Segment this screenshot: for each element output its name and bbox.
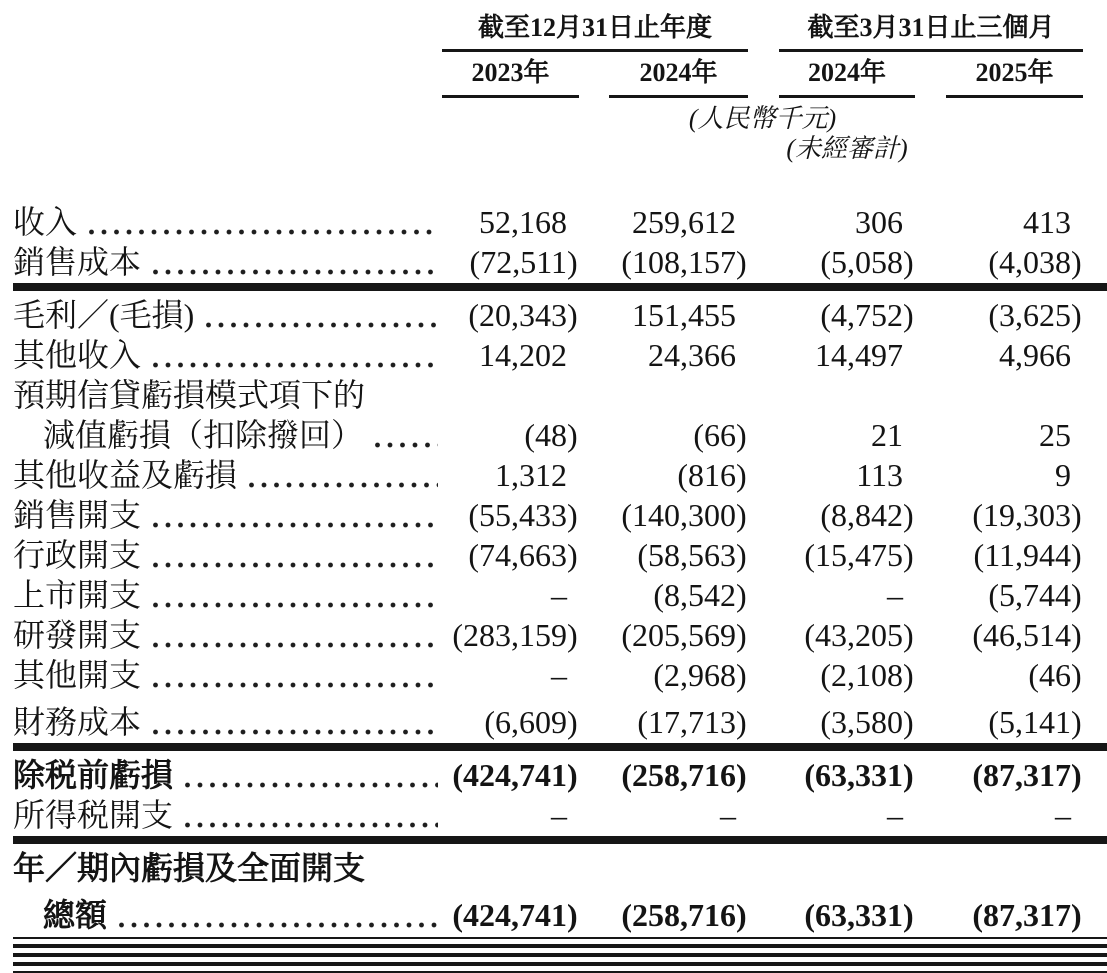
table-row	[13, 535, 1107, 575]
paren-overhang: )	[736, 657, 747, 693]
dot-leader	[249, 482, 438, 488]
table-cell: –	[887, 577, 903, 613]
row-label-cell	[13, 655, 442, 695]
row-label: 所得税開支	[13, 797, 174, 833]
dot-leader	[153, 269, 438, 275]
row-label-cell	[13, 575, 442, 615]
row-label-cell	[13, 895, 442, 935]
column-header-2025-q1: 2025年	[946, 59, 1083, 98]
table-cell: (15,475)	[804, 537, 914, 573]
table-row	[13, 575, 1107, 615]
row-label-cell	[13, 335, 442, 375]
table-cell: (5,744)	[988, 577, 1082, 613]
table-cell: (5,058)	[820, 244, 914, 280]
table-row	[13, 795, 1107, 835]
row-label-cell	[13, 375, 442, 415]
row-label-cell	[13, 795, 442, 835]
table-cell: (205,569)	[621, 617, 747, 653]
table-cell: 1,312	[495, 457, 567, 493]
dot-leader	[153, 362, 438, 368]
dot-leader	[185, 822, 438, 828]
dot-leader	[89, 229, 438, 235]
table-cell	[609, 375, 748, 415]
table-cell: (3,625)	[988, 297, 1082, 333]
table-cell: (8,542)	[653, 577, 747, 613]
table-cell: (19,303)	[972, 497, 1082, 533]
row-label: 研發開支	[13, 617, 142, 653]
paren-overhang: )	[736, 757, 747, 793]
table-row	[13, 295, 1107, 335]
row-label-cell	[13, 295, 442, 335]
row-label-cell	[13, 415, 442, 455]
row-label: 銷售成本	[13, 244, 142, 280]
table-cell: 52,168	[479, 204, 567, 240]
table-cell: (55,433)	[468, 497, 578, 533]
row-label-cell	[13, 848, 442, 888]
table-cell	[609, 848, 748, 888]
row-label: 行政開支	[13, 537, 142, 573]
paren-overhang: )	[736, 417, 747, 453]
paren-overhang: )	[736, 457, 747, 493]
table-cell: (424,741)	[452, 757, 578, 793]
table-cell: 9	[1055, 457, 1071, 493]
table-row	[13, 242, 1107, 282]
unit-note-row	[13, 98, 1107, 134]
paren-overhang: )	[736, 704, 747, 740]
paren-overhang: )	[903, 757, 914, 793]
table-cell	[946, 848, 1083, 888]
paren-overhang: )	[903, 297, 914, 333]
table-cell: (66)	[693, 417, 747, 453]
paren-overhang: )	[903, 617, 914, 653]
row-label: 除税前虧損	[13, 757, 174, 793]
paren-overhang: )	[567, 537, 578, 573]
table-cell	[442, 375, 579, 415]
table-cell: (5,141)	[988, 704, 1082, 740]
table-row	[13, 702, 1107, 742]
dot-leader	[153, 682, 438, 688]
header-year-row	[13, 59, 1107, 98]
table-row	[13, 655, 1107, 695]
paren-overhang: )	[567, 297, 578, 333]
table-cell: –	[887, 797, 903, 833]
table-cell: (72,511)	[469, 244, 578, 280]
row-label-cell	[13, 755, 442, 795]
dot-leader	[119, 922, 438, 928]
table-cell	[442, 848, 579, 888]
column-header-2023: 2023年	[442, 59, 579, 98]
unaudited-note-row	[13, 134, 1107, 164]
currency-unit-note: (人民幣千元)	[688, 104, 837, 133]
dot-leader	[153, 602, 438, 608]
table-cell	[946, 375, 1083, 415]
table-row	[13, 615, 1107, 655]
rule-row	[13, 283, 1107, 291]
row-label-cell	[13, 535, 442, 575]
table-cell: (2,108)	[820, 657, 914, 693]
paren-overhang: )	[903, 537, 914, 573]
table-row	[13, 755, 1107, 795]
paren-overhang: )	[567, 704, 578, 740]
table-cell: (6,609)	[484, 704, 578, 740]
row-label-cell	[13, 455, 442, 495]
table-cell: 151,455	[632, 297, 736, 333]
row-label: 其他收益及虧損	[13, 457, 238, 493]
column-rule	[13, 964, 1107, 973]
row-label: 上市開支	[13, 577, 142, 613]
rule-row	[13, 937, 1107, 973]
paren-overhang: )	[736, 617, 747, 653]
paren-overhang: )	[736, 897, 747, 933]
row-label-cell	[13, 495, 442, 535]
table-row	[13, 335, 1107, 375]
paren-overhang: )	[1071, 897, 1082, 933]
table-body	[13, 202, 1107, 973]
paren-overhang: )	[1071, 617, 1082, 653]
table-cell: (258,716)	[621, 897, 747, 933]
table-cell: (58,563)	[637, 537, 747, 573]
dot-leader	[153, 562, 438, 568]
table-row	[13, 895, 1107, 935]
table-cell: 259,612	[632, 204, 736, 240]
table-row	[13, 455, 1107, 495]
table-cell: 24,366	[648, 337, 736, 373]
header-group-row	[13, 12, 1107, 52]
table-cell: 413	[1023, 204, 1071, 240]
paren-overhang: )	[1071, 757, 1082, 793]
table-cell: (74,663)	[468, 537, 578, 573]
table-cell: (87,317)	[972, 897, 1082, 933]
table-cell: –	[720, 797, 736, 833]
table-cell: (43,205)	[804, 617, 914, 653]
table-cell: –	[551, 657, 567, 693]
table-cell: 4,966	[999, 337, 1071, 373]
paren-overhang: )	[567, 897, 578, 933]
paren-overhang: )	[567, 617, 578, 653]
header-group-year-ended-dec31: 截至12月31日止年度	[442, 12, 748, 52]
table-cell: (4,038)	[988, 244, 1082, 280]
row-label: 財務成本	[13, 704, 142, 740]
paren-overhang: )	[1071, 537, 1082, 573]
table-cell: (140,300)	[621, 497, 747, 533]
paren-overhang: )	[736, 577, 747, 613]
table-cell	[779, 848, 915, 888]
paren-overhang: )	[1071, 497, 1082, 533]
column-rule	[13, 289, 1107, 291]
table-cell: (424,741)	[452, 897, 578, 933]
paren-overhang: )	[903, 497, 914, 533]
column-header-2024-fy: 2024年	[609, 59, 748, 98]
row-label-cell	[13, 615, 442, 655]
table-cell	[779, 375, 915, 415]
table-cell: 306	[855, 204, 903, 240]
paren-overhang: )	[1071, 657, 1082, 693]
table-cell: (3,580)	[820, 704, 914, 740]
table-cell: (8,842)	[820, 497, 914, 533]
table-row	[13, 495, 1107, 535]
table-cell: 25	[1039, 417, 1071, 453]
rule-row	[13, 743, 1107, 751]
table-cell: (46)	[1028, 657, 1082, 693]
table-row	[13, 375, 1107, 415]
table-cell: (63,331)	[804, 757, 914, 793]
paren-overhang: )	[903, 244, 914, 280]
table-cell: –	[551, 577, 567, 613]
table-cell: –	[1055, 797, 1071, 833]
table-row	[13, 415, 1107, 455]
paren-overhang: )	[1071, 244, 1082, 280]
unaudited-note: (未經審計)	[786, 134, 908, 163]
column-rule	[13, 749, 1107, 751]
row-label-cell	[13, 702, 442, 742]
paren-overhang: )	[736, 244, 747, 280]
paren-overhang: )	[903, 897, 914, 933]
header-group-three-months-ended-mar31: 截至3月31日止三個月	[779, 12, 1083, 52]
paren-overhang: )	[567, 244, 578, 280]
paren-overhang: )	[736, 537, 747, 573]
row-label: 其他收入	[13, 337, 142, 373]
dot-leader	[375, 442, 438, 448]
table-cell: (816)	[677, 457, 747, 493]
table-cell: 14,497	[815, 337, 903, 373]
column-header-2024-q1: 2024年	[779, 59, 915, 98]
table-cell: 113	[856, 457, 903, 493]
row-label: 年／期內虧損及全面開支	[13, 850, 366, 886]
table-cell: –	[551, 797, 567, 833]
table-cell: (63,331)	[804, 897, 914, 933]
dot-leader	[153, 522, 438, 528]
table-cell: (20,343)	[468, 297, 578, 333]
table-cell: 14,202	[479, 337, 567, 373]
row-label: 減值虧損（扣除撥回）	[43, 417, 364, 453]
table-cell: (108,157)	[621, 244, 747, 280]
table-cell: (258,716)	[621, 757, 747, 793]
row-label: 收入	[13, 204, 78, 240]
paren-overhang: )	[1071, 704, 1082, 740]
table-cell: (2,968)	[653, 657, 747, 693]
column-rule	[13, 955, 1107, 964]
row-label: 毛利／(毛損)	[13, 297, 195, 333]
table-cell: (283,159)	[452, 617, 578, 653]
table-row	[13, 202, 1107, 242]
row-label: 預期信貸虧損模式項下的	[13, 377, 366, 413]
dot-leader	[153, 642, 438, 648]
dot-leader	[185, 782, 438, 788]
row-label-cell	[13, 202, 442, 242]
paren-overhang: )	[567, 417, 578, 453]
table-cell: (4,752)	[820, 297, 914, 333]
table-cell: (48)	[524, 417, 578, 453]
table-cell: 21	[871, 417, 903, 453]
dot-leader	[206, 322, 438, 328]
row-label-cell	[13, 242, 442, 282]
paren-overhang: )	[736, 497, 747, 533]
paren-overhang: )	[1071, 297, 1082, 333]
paren-overhang: )	[567, 757, 578, 793]
table-cell: (46,514)	[972, 617, 1082, 653]
rule-row	[13, 836, 1107, 844]
column-rule	[13, 946, 1107, 955]
paren-overhang: )	[567, 497, 578, 533]
paren-overhang: )	[1071, 577, 1082, 613]
row-label: 銷售開支	[13, 497, 142, 533]
paren-overhang: )	[903, 704, 914, 740]
table-cell: (11,944)	[973, 537, 1082, 573]
row-label: 其他開支	[13, 657, 142, 693]
column-rule	[13, 842, 1107, 844]
row-label: 總額	[43, 897, 108, 933]
table-cell: (87,317)	[972, 757, 1082, 793]
table-row	[13, 848, 1107, 888]
dot-leader	[153, 729, 438, 735]
paren-overhang: )	[903, 657, 914, 693]
column-rule	[13, 937, 1107, 946]
table-cell: (17,713)	[637, 704, 747, 740]
